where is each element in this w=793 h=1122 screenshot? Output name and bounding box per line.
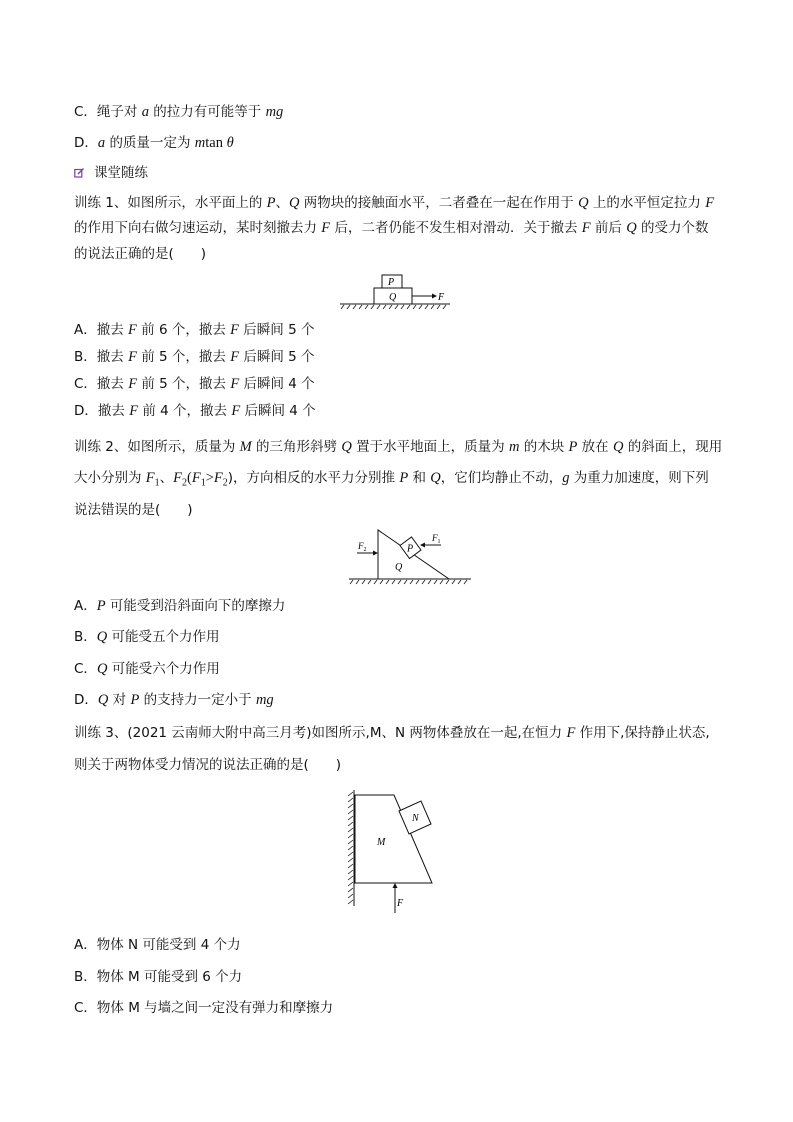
- svg-text:P: P: [388, 277, 395, 288]
- svg-text:F: F: [397, 898, 404, 909]
- section-title: 课堂随练: [94, 165, 148, 181]
- q3-option-c: C．物体 M 与墙之间一定没有弹力和摩擦力: [74, 1000, 334, 1016]
- q1-option-b: B．撤去 F 前 5 个，撤去 F 后瞬间 5 个: [74, 349, 315, 365]
- q2-figure: [345, 528, 475, 592]
- q3-stem-line1: 训练 3、(2021 云南师大附中高三月考)如图所示,M、N 两物体叠放在一起,在恒力 F 作用下,保持静止状态,: [74, 725, 710, 741]
- option-d-top: D．a 的质量一定为 mtan θ: [74, 135, 234, 151]
- svg-text:P: P: [407, 543, 414, 555]
- q1-option-d: D．撤去 F 前 4 个，撤去 F 后瞬间 4 个: [74, 403, 316, 419]
- svg-text:Q: Q: [389, 292, 397, 303]
- q2-option-d: D．Q 对 P 的支持力一定小于 mg: [74, 692, 274, 708]
- q2-option-a: A．P 可能受到沿斜面向下的摩擦力: [74, 598, 286, 614]
- svg-text:M: M: [377, 837, 386, 848]
- svg-text:F: F: [438, 292, 445, 303]
- section-heading: [74, 163, 148, 183]
- q1-stem-line3: 的说法正确的是( ): [74, 246, 207, 262]
- svg-text:Q: Q: [395, 562, 403, 573]
- q1-figure: [338, 270, 458, 312]
- q1-stem-line1: 训练 1、如图所示，水平面上的 P、Q 两物块的接触面水平，二者叠在一起在作用于 Q 上的水平恒定拉力 F: [74, 195, 715, 211]
- q2-stem-line3: 说法错误的是( ): [74, 502, 193, 518]
- q1-option-c: C．撤去 F 前 5 个，撤去 F 后瞬间 4 个: [74, 376, 315, 392]
- q1-stem-line2: 的作用下向右做匀速运动，某时刻撤去力 F 后，二者仍能不发生相对滑动．关于撤去 F 前后 Q 的受力个数: [74, 220, 709, 236]
- svg-text:F2: $F_2$: [358, 541, 367, 553]
- svg-text:N: N: [412, 813, 419, 824]
- q3-option-a: A．物体 N 可能受到 4 个力: [74, 937, 241, 953]
- option-c-top: C．绳子对 a 的拉力有可能等于 mg: [74, 104, 284, 120]
- q2-option-c: C．Q 可能受六个力作用: [74, 661, 220, 677]
- svg-text:F1: $F_1$: [432, 533, 441, 545]
- q2-stem-line2: 大小分别为 $F_1$、$F_2(F_1>F_2)$，方向相反的水平力分别推 P 和 Q，它们均静止不动，g 为重力加速度，则下列: [74, 470, 709, 489]
- q2-option-b: B．Q 可能受五个力作用: [74, 629, 220, 645]
- q3-figure: [346, 788, 442, 918]
- q3-option-b: B．物体 M 可能受到 6 个力: [74, 969, 243, 985]
- q3-stem-line2: 则关于两物体受力情况的说法正确的是( ): [74, 757, 342, 773]
- q2-stem-line1: 训练 2、如图所示，质量为 M 的三角形斜劈 Q 置于水平地面上，质量为 m 的木块 P 放在 Q 的斜面上，现用: [74, 439, 723, 455]
- edit-note-icon: [74, 168, 84, 178]
- q1-option-a: A．撤去 F 前 6 个，撤去 F 后瞬间 5 个: [74, 322, 315, 338]
